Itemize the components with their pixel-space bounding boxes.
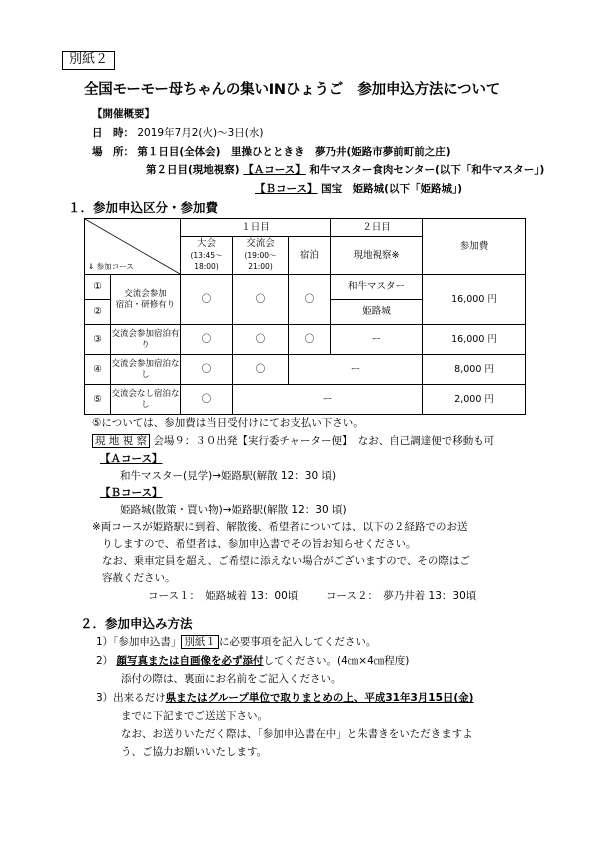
s1-course-a-route: 和牛マスター(見学)→姫路駅(解散 12：30 頃) bbox=[120, 470, 337, 482]
date-value: 2019年7月2(火)〜3日(水) bbox=[137, 127, 264, 139]
cell-taikai: 〇 bbox=[181, 325, 233, 355]
row-desc: 交流会なし宿泊なし bbox=[111, 385, 181, 415]
item1-suffix: に必要事項を記入してください。 bbox=[218, 636, 377, 648]
section1-heading: １．参加申込区分・参加費 bbox=[68, 200, 219, 215]
kouryu-time: (19:00〜21:00) bbox=[244, 250, 277, 272]
overview-heading: 【開催概要】 bbox=[92, 108, 155, 120]
day1-place: 第１日目(全体会) 里操ひとときき 夢乃井(姫路市夢前町前之庄) bbox=[137, 146, 451, 158]
shukuhaku-header: 宿泊 bbox=[289, 237, 331, 275]
shisatsu-header: 現地視察※ bbox=[331, 237, 423, 275]
course-label: ⇓ 参加コース bbox=[88, 261, 134, 271]
cell-kouryu: 〇 bbox=[233, 275, 289, 325]
kouryu-header bbox=[233, 237, 289, 275]
cell-shisatsu: 和牛マスター bbox=[331, 275, 423, 300]
genchi-label: 現 地 視 察 bbox=[92, 434, 150, 448]
note-line1: ※両コースが姫路駅に到着、解散後、希望者については、以下の２経路でのお送 bbox=[92, 521, 468, 533]
item1 bbox=[96, 636, 376, 648]
item3-line4: う、ご協力お願いいたします。 bbox=[121, 746, 268, 758]
item3-underlined: 県またはグループ単位で取りまとめの上、平成31年3月15日(金) bbox=[165, 692, 474, 704]
row-number: ③ bbox=[85, 325, 111, 355]
item2-line2: 添付の際は、裏面にお名前をご記入ください。 bbox=[121, 673, 342, 685]
row-desc: 交流会参加宿泊なし bbox=[111, 355, 181, 385]
course1: コース１： 姫路城着 13：00頃 bbox=[148, 590, 299, 602]
s1-course-b-tag: 【Ｂコース】 bbox=[100, 487, 163, 499]
row-number: ① bbox=[85, 275, 111, 300]
course-b-row bbox=[255, 183, 462, 195]
course-a-place: 和牛マスター食肉センター(以下「和牛マスター」) bbox=[309, 164, 545, 176]
item3-line2: までに下記までご送送下さい。 bbox=[121, 710, 268, 722]
cell-shisatsu: ー bbox=[331, 325, 423, 355]
item3 bbox=[96, 692, 473, 704]
note5: ⑤については、参加費は当日受付けにてお支払い下さい。 bbox=[92, 417, 364, 429]
course-b-place: 国宝 姫路城(以下「姫路城」) bbox=[321, 183, 462, 195]
item2-prefix: 2） bbox=[96, 655, 114, 667]
cell-shuku: 〇 bbox=[289, 275, 331, 325]
day2-row bbox=[146, 164, 544, 176]
cell-fee: 16,000 円 bbox=[423, 275, 526, 325]
row-desc: 交流会参加宿泊有り bbox=[111, 325, 181, 355]
taikai-header bbox=[181, 237, 233, 275]
day1-header: １日目 bbox=[181, 219, 331, 237]
cell-shuku: 〇 bbox=[289, 325, 331, 355]
note-line4: 容赦ください。 bbox=[102, 572, 176, 584]
item1-prefix: 1）「参加申込書」 bbox=[96, 636, 182, 648]
cell-taikai: 〇 bbox=[181, 275, 233, 325]
cell-fee: 16,000 円 bbox=[423, 325, 526, 355]
cell-taikai: 〇 bbox=[181, 385, 233, 415]
cell-taikai: 〇 bbox=[181, 355, 233, 385]
taikai-label: 大会 bbox=[196, 237, 216, 249]
genchi-text: 会場９：３０出発【実行委チャーター便】 なお、自己調達便で移動も可 bbox=[153, 435, 495, 447]
place-label: 場 所： bbox=[92, 146, 134, 158]
item2 bbox=[96, 655, 409, 667]
s1-course-a-tag: 【Ａコース】 bbox=[100, 453, 163, 465]
note-line2: りしますので、希望者は、参加申込書でその旨お知らせください。 bbox=[102, 538, 417, 550]
course-header-cell bbox=[85, 219, 181, 275]
page-title: 全国モーモー母ちゃんの集いINひょうご 参加申込方法について bbox=[84, 82, 501, 98]
fee-header: 参加費 bbox=[423, 219, 526, 275]
row-desc bbox=[111, 275, 181, 325]
place-row bbox=[92, 146, 451, 158]
row-number: ② bbox=[85, 300, 111, 325]
course2: コース２： 夢乃井着 13：30頃 bbox=[326, 590, 477, 602]
cell-fee: 2,000 円 bbox=[423, 385, 526, 415]
row-number: ④ bbox=[85, 355, 111, 385]
row-desc-line1: 交流会参加 bbox=[124, 288, 167, 299]
cell-merged: ー bbox=[233, 385, 423, 415]
course-a-tag: 【Ａコース】 bbox=[243, 164, 306, 176]
cell-merged: ー bbox=[289, 355, 423, 385]
genchi-row bbox=[92, 435, 494, 447]
item1-box: 別紙１ bbox=[181, 635, 219, 649]
cell-shisatsu: 姫路城 bbox=[331, 300, 423, 325]
item3-prefix: 3）出来るだけ bbox=[96, 692, 166, 704]
row-number: ⑤ bbox=[85, 385, 111, 415]
course-b-tag: 【Ｂコース】 bbox=[255, 183, 318, 195]
item3-line3: なお、お送りいただく際は、「参加申込書在中」と朱書きをいただきますよ bbox=[121, 728, 473, 740]
date-label: 日 時： bbox=[92, 127, 134, 139]
section2-heading: ２．参加申込み方法 bbox=[80, 616, 193, 631]
item2-suffix: してください。(4㎝×4㎝程度) bbox=[263, 655, 410, 667]
cell-fee: 8,000 円 bbox=[423, 355, 526, 385]
taikai-time: (13:45〜18:00) bbox=[190, 250, 223, 272]
kouryu-label: 交流会 bbox=[246, 237, 275, 249]
note-line3: なお、乗車定員を超え、ご希望に添えない場合がございますので、その際はご bbox=[102, 555, 470, 567]
cell-kouryu: 〇 bbox=[233, 355, 289, 385]
date-row bbox=[92, 127, 264, 139]
row-desc-line2: 宿泊・研修有り bbox=[115, 299, 176, 310]
s1-course-b-route: 姫路城(散策・買い物)→姫路駅(解散 12：30 頃) bbox=[120, 504, 347, 516]
day2-header: ２日目 bbox=[331, 219, 423, 237]
cell-kouryu: 〇 bbox=[233, 325, 289, 355]
item2-underlined: 顔写真または自画像を必ず添付 bbox=[116, 655, 264, 667]
attachment-label: 別紙２ bbox=[62, 51, 115, 70]
fee-table bbox=[84, 218, 526, 415]
day2-prefix: 第２日目(現地視察) bbox=[146, 164, 240, 176]
